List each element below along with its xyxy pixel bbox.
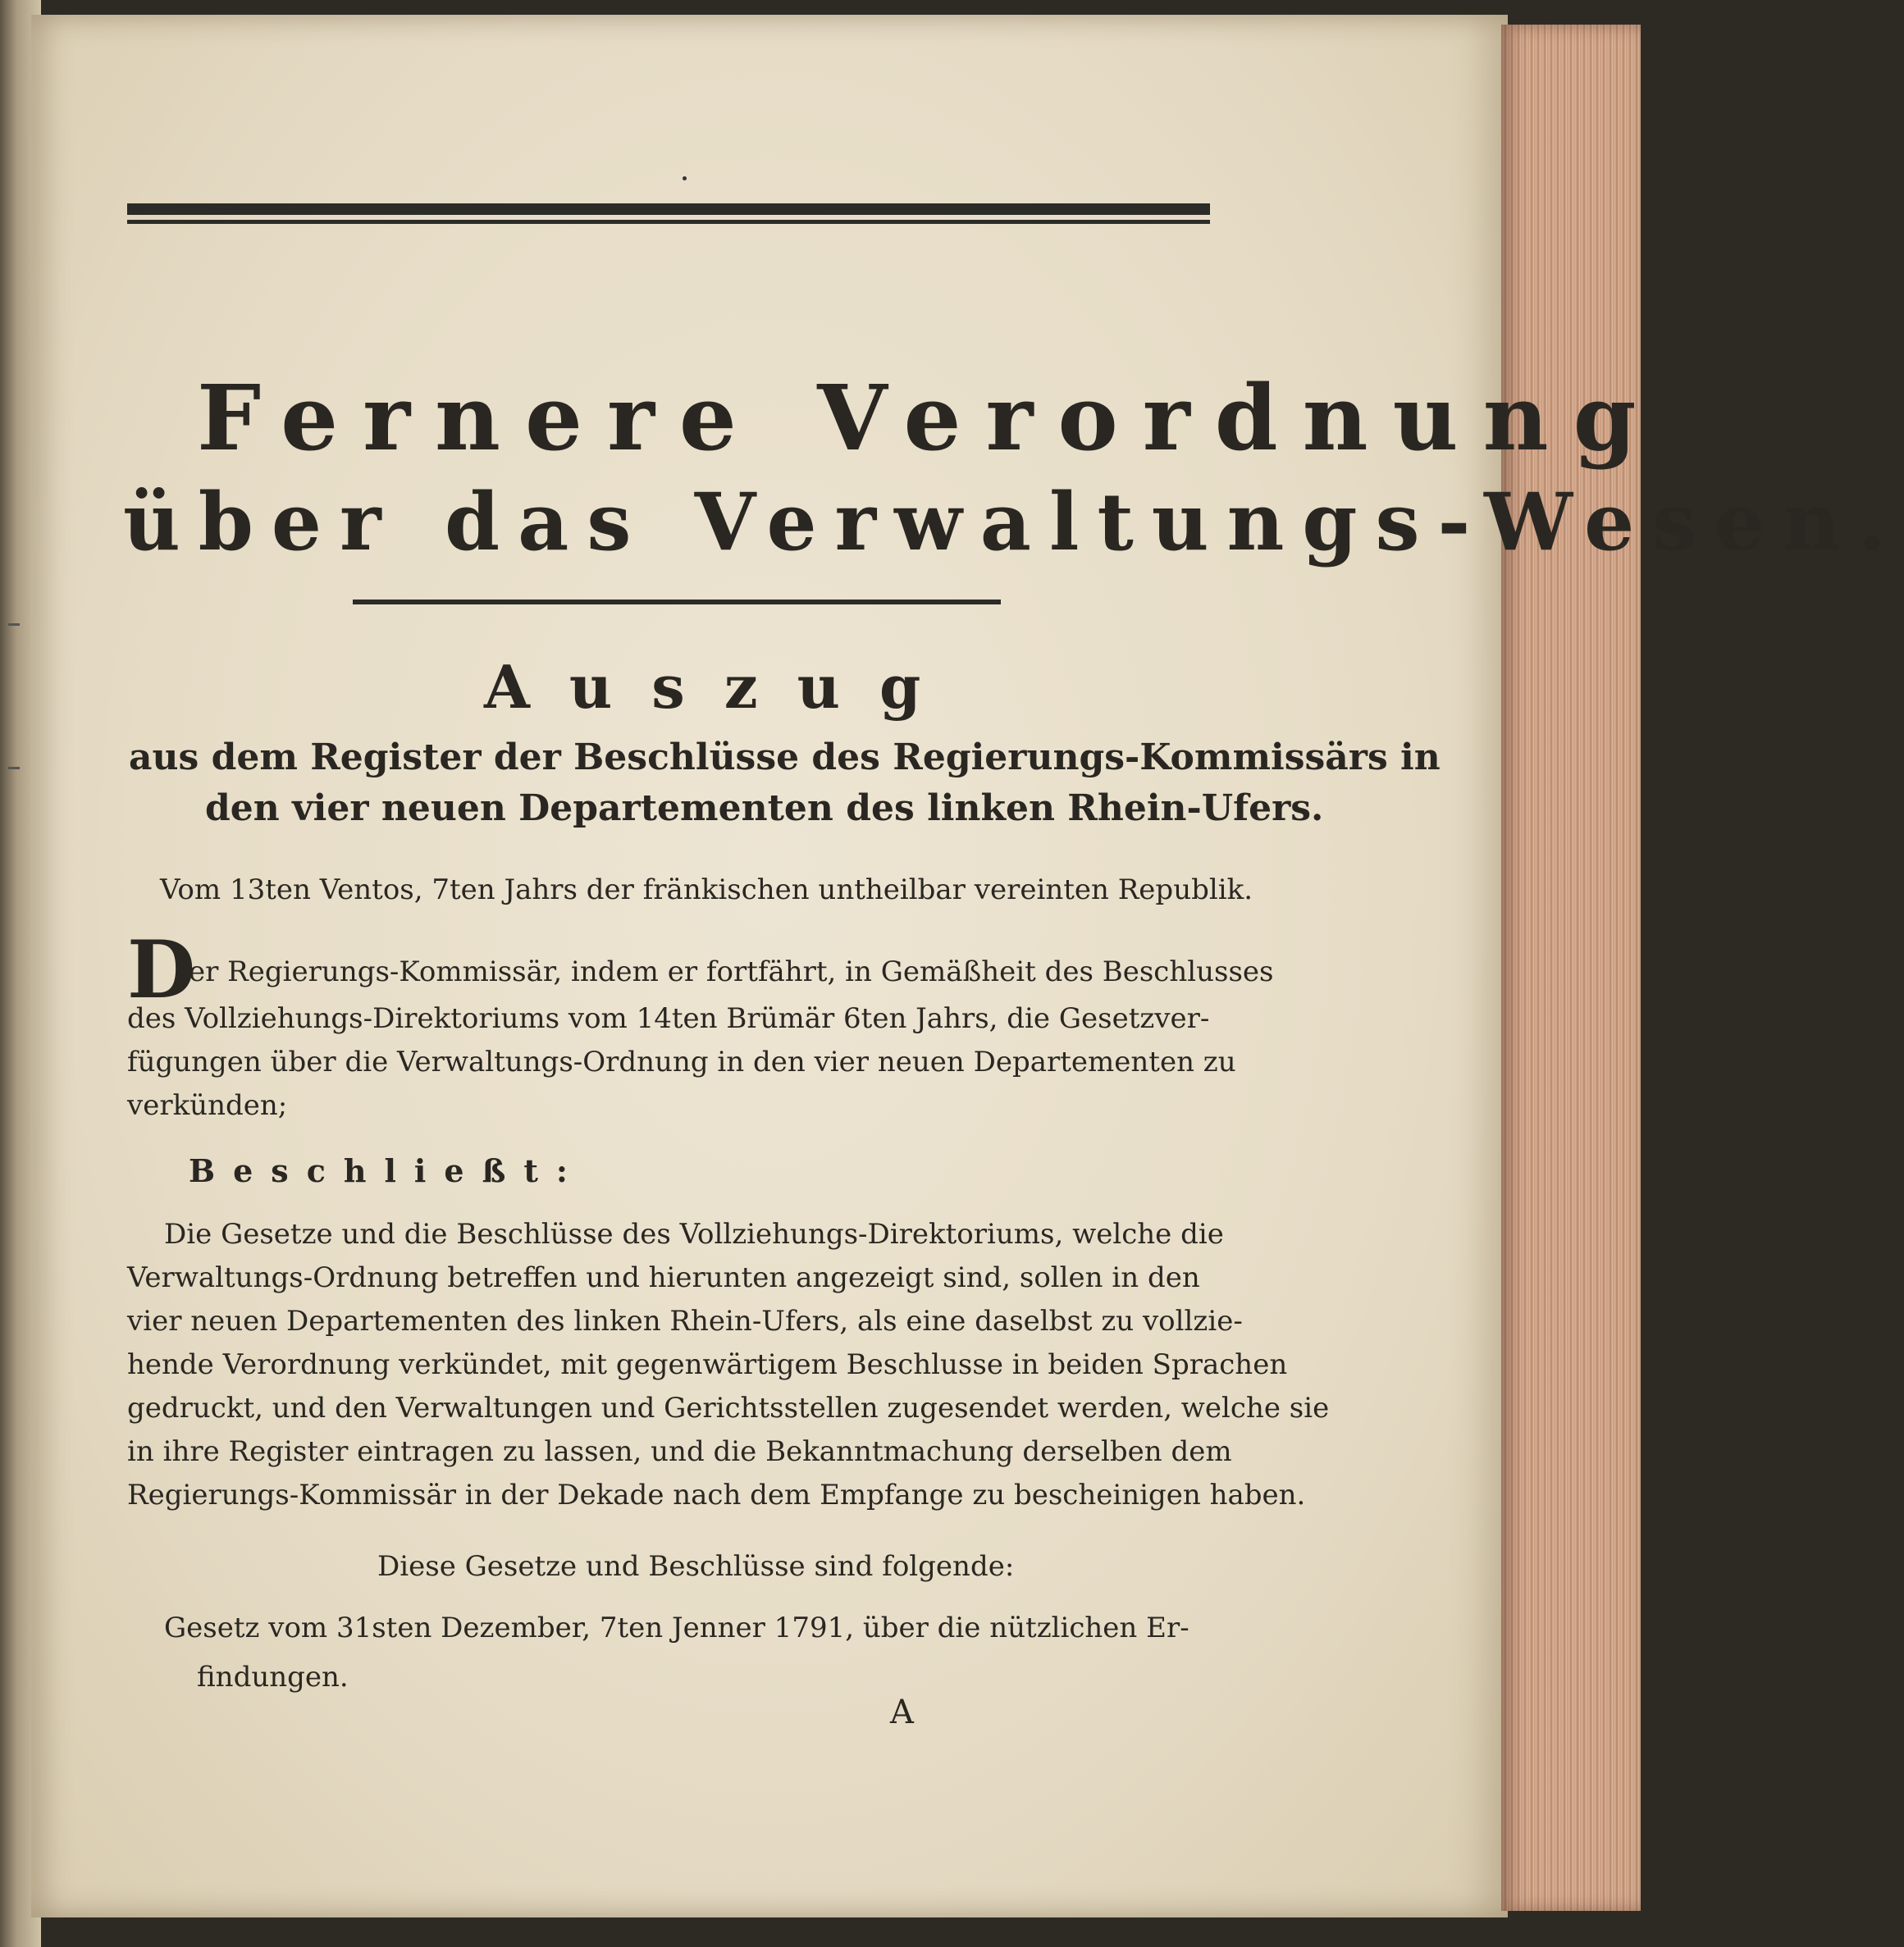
list-intro: Diese Gesetze und Beschlüsse sind folgende: [377,1550,1015,1583]
signature-mark: A [890,1694,914,1731]
title-line-1: Fernere Verordnung [197,365,1661,471]
intro-line-2: des Vollziehungs-Direktoriums vom 14ten Brümär 6ten Jahrs, die Gesetzver- [127,1002,1210,1035]
body-line: hende Verordnung verkündet, mit gegenwärtigem Beschlusse in beiden Sprachen [127,1348,1288,1381]
body-line: gedruckt, und den Verwaltungen und Gerichtsstellen zugesendet werden, welche sie [127,1392,1330,1425]
divider-rule [353,600,1001,604]
subheading-line-2: den vier neuen Departementen des linken Rhein-Ufers. [205,787,1324,829]
drop-cap: D [127,923,196,1016]
date-line: Vom 13ten Ventos, 7ten Jahrs der fränkischen untheilbar vereinten Republik. [160,873,1253,906]
page-edges [1501,25,1641,1911]
ink-dot [683,176,687,180]
title-line-2: über das Verwaltungs-Wesen. [123,476,1904,568]
top-double-rule [127,203,1210,226]
law-line-1: Gesetz vom 31sten Dezember, 7ten Jenner 1791, über die nützlichen Er- [164,1612,1189,1644]
gutter-mark [8,623,20,626]
body-line: Die Gesetze und die Beschlüsse des Vollziehungs-Direktoriums, welche die [164,1218,1224,1251]
gutter-mark [8,767,20,769]
body-line: Regierungs-Kommissär in der Dekade nach dem Empfange zu bescheinigen haben. [127,1479,1306,1512]
law-line-2: findungen. [197,1661,349,1694]
body-line: in ihre Register eintragen zu lassen, und die Bekanntmachung derselben dem [127,1435,1232,1468]
intro-line-4: verkünden; [127,1089,288,1122]
subheading-line-1: aus dem Register der Beschlüsse des Regierungs-Kommissärs in [129,736,1441,778]
body-line: vier neuen Departementen des linken Rhein-Ufers, als eine daselbst zu vollzie- [127,1305,1243,1338]
heading-auszug: Auszug [484,652,961,722]
intro-line-1: er Regierungs-Kommissär, indem er fortfährt, in Gemäßheit des Beschlusses [189,955,1274,988]
beschliesst-heading: Beschließt: [189,1152,586,1189]
intro-line-3: fügungen über die Verwaltungs-Ordnung in den vier neuen Departementen zu [127,1046,1236,1078]
body-line: Verwaltungs-Ordnung betreffen und hierunten angezeigt sind, sollen in den [127,1261,1200,1294]
